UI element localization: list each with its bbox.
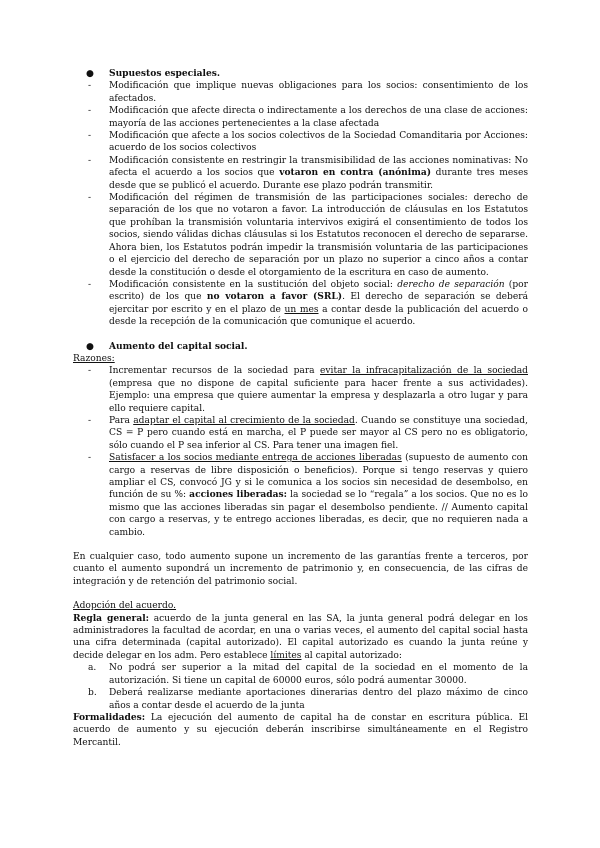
list-item: - Modificación consistente en restringir la transmisibilidad de las acciones nominativas: No afecta el acuerdo a los socios que votaron en contra (anónima) durante tres meses desde que se publicó el acuerdo. Durante ese plazo podrán transmitir. bbox=[88, 155, 529, 191]
list-item: - Modificación consistente en la sustitución del objeto social: derecho de separación (por escrito) de los que no votaron a favor (SRL). El derecho de separación se deberá ejercitar por escrito y en el plazo de un mes a contar desde la publicación del acuerdo o desde la recepción de la comunicación que comunique el acuerdo. bbox=[88, 279, 529, 328]
list-item: - Para adaptar el capital al crecimiento de la sociedad. Cuando se constituye una sociedad, CS = P pero cuando está en marcha, el P puede ser mayor al CS pero no es obligatorio, sólo cuando el P sea inferior al CS. Para tener una imagen fiel. bbox=[88, 415, 528, 451]
list-item: - Modificación que afecte a los socios colectivos de la Sociedad Comanditaria por Acciones: acuerdo de los socios colectivos bbox=[88, 131, 528, 154]
adopcion-heading: Adopción del acuerdo. bbox=[73, 601, 177, 612]
list-item: - Modificación que afecte directa o indirectamente a los derechos de una clase de acciones: mayoría de las acciones pertenecientes a la clase afectada bbox=[88, 106, 528, 129]
list-item: - Incrementar recursos de la sociedad para evitar la infracapitalización de la sociedad (empresa que no dispone de capital suficiente para hacer frente a sus actividades). Ejemplo: una empresa que quiere aumentar la empresa y desplazarla a otro lugar y para ello requiere capital. bbox=[88, 366, 528, 414]
list-item: - Modificación del régimen de transmisión de las participaciones sociales: derecho de separación de los que no votaron a favor. La introducción de cláusulas en los Estatutos que prohíban la transmisión voluntaria intervivos exigirá el consentimiento de todos los socios, siendo válidas dichas cláusulas si los Estatutos reconocen el derecho de separarse. Ahora bien, los Estatutos podrán impedir la transmisión voluntaria de las participaciones o el ejercicio del derecho de separación por un plazo no superior a cinco años a contar desde la constitución o desde el otorgamiento de la escritura en caso de aumento. bbox=[88, 193, 528, 278]
list-item: b. Deberá realizarse mediante aportaciones dinerarias dentro del plazo máximo de cinco años a contar desde el acuerdo de la junta bbox=[88, 688, 528, 711]
bullet-marker: ● bbox=[86, 341, 94, 352]
formalidades: Formalidades: La ejecución del aumento de capital ha de constar en escritura pública. El acuerdo de aumento y su ejecución deberán inscribirse simultáneamente en el Registro Mercantil. bbox=[73, 711, 528, 748]
razones-label: Razones: bbox=[73, 353, 115, 364]
list-item: a. No podrá ser superior a la mitad del capital de la sociedad en el momento de la autorización. Si tiene un capital de 60000 euros, sólo podrá aumentar 30000. bbox=[88, 663, 528, 686]
bullet-marker: ● bbox=[86, 69, 94, 79]
list-item: - Modificación que implique nuevas obligaciones para los socios: consentimiento de los afectados. bbox=[88, 81, 528, 104]
section-title-supuestos: ● Supuestos especiales. bbox=[86, 68, 221, 79]
list-item: - Satisfacer a los socios mediante entrega de acciones liberadas (supuesto de aumento con cargo a reservas de libre disposición o beneficios). Porque si tengo reservas y quiero ampliar el CS, convocó JG y si le comunica a los socios sin necesidad de desembolso, en función de su %: acciones liberadas: la sociedad se lo “regala” a los socios. Que no es lo mismo que las acciones liberadas sin pagar el desembolso pendiente. // Aumento capital con cargo a reservas, y te entrego acciones liberadas, es decir, que no requieren nada a cambio. bbox=[88, 453, 529, 538]
document-page bbox=[73, 68, 528, 749]
regla-general: Regla general: acuerdo de la junta general en las SA, la junta general podrá delegar en los administradores la facultad de acordar, en una o varias veces, el aumento del capital social hasta una cifra determinada (capital autorizado). El capital autorizado es cuando la junta reúne y decide delegar en los adm. Pero establece límites al capital autorizado: bbox=[73, 612, 528, 661]
section-title-aumento: ● Aumento del capital social. bbox=[86, 340, 248, 352]
paragraph-garantias: En cualquier caso, todo aumento supone un incremento de las garantías frente a terceros, por cuanto el aumento supondrá un incremento de patrimonio y, en consecuencia, de las cifras de integración y de retención del patrimonio social. bbox=[73, 552, 528, 587]
